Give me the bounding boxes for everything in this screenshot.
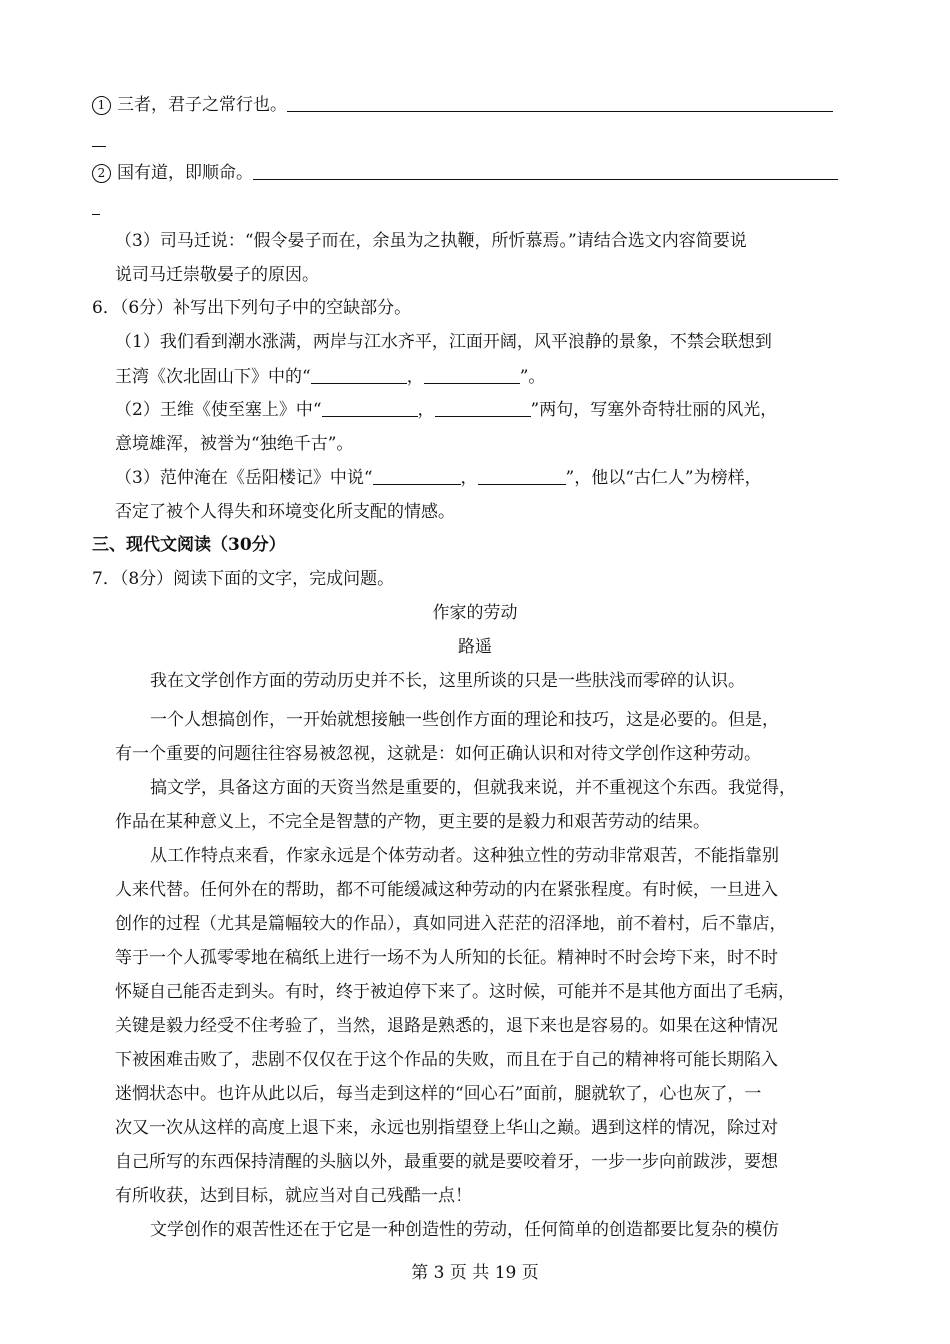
article-title: 作家的劳动 [432,603,518,623]
q5-item-1 [92,94,950,116]
answer-blank[interactable] [311,366,407,384]
answer-blank[interactable] [478,467,566,485]
article-line: 关键是毅力经受不住考验了，当然，退路是熟悉的，退下来也是容易的。如果在这种情况 [115,1016,778,1036]
article-line: 人来代替。任何外在的帮助，都不可能缓减这种劳动的内在紧张程度。有时候，一旦进入 [115,880,778,900]
q6-part2-text-b: ”两句，写塞外奇特壮丽的风光， [530,400,778,420]
answer-blank[interactable] [373,467,461,485]
page-footer: 第 3 页 共 19 页 [411,1263,539,1283]
q5-item-2 [92,162,950,184]
circled-number: 2 [92,164,111,183]
answer-blank[interactable] [424,366,520,384]
answer-blank[interactable] [253,162,838,180]
q5-item-2-text: 国有道，即顺命。 [117,163,253,183]
q6-part3-line1 [115,467,950,489]
article-line: 文学创作的艰苦性还在于它是一种创造性的劳动，任何简单的创造都要比复杂的模仿 [150,1220,779,1240]
q7-heading: 7．（8分）阅读下面的文字，完成问题。 [92,569,395,589]
q6-heading: 6．（6分）补写出下列句子中的空缺部分。 [92,298,412,318]
article-line: 创作的过程（尤其是篇幅较大的作品），真如同进入茫茫的沼泽地，前不着村，后不靠店， [115,914,787,934]
article-line: 等于一个人孤零零地在稿纸上进行一场不为人所知的长征。精神时不时会垮下来，时不时 [115,948,778,968]
article-line: 从工作特点来看，作家永远是个体劳动者。这种独立性的劳动非常艰苦，不能指靠别 [150,846,779,866]
article-line: 迷惘状态中。也许从此以后，每当走到这样的“回心石”面前，腿就软了，心也灰了，一 [115,1084,762,1104]
answer-blank-continuation [92,214,100,215]
comma: ， [417,400,435,420]
q6-part1-line1: （1）我们看到潮水涨满，两岸与江水齐平，江面开阔，风平浪静的景象，不禁会联想到 [115,332,772,352]
circled-number: 1 [92,96,111,115]
article-line: 自己所写的东西保持清醒的头脑以外，最重要的就是要咬着牙，一步一步向前跋涉，要想 [115,1152,778,1172]
q5-part3-line2: 说司马迁崇敬晏子的原因。 [115,265,319,285]
q6-part2-line2: 意境雄浑，被誉为“独绝千古”。 [115,434,354,454]
section-heading: 三、现代文阅读（30分） [92,535,286,555]
answer-blank-continuation [92,146,106,147]
q6-part1-text-a: 王湾《次北固山下》中的“ [115,367,311,387]
article-line: 搞文学，具备这方面的天资当然是重要的，但就我来说，并不重视这个东西。我觉得， [150,778,796,798]
q5-item-1-text: 三者，君子之常行也。 [117,95,287,115]
q6-part2-text-a: （2）王维《使至塞上》中“ [115,400,322,420]
article-line: 下被困难击败了，悲剧不仅仅在于这个作品的失败，而且在于自己的精神将可能长期陷入 [115,1050,778,1070]
answer-blank[interactable] [435,399,531,417]
q6-part3-text-b: ”，他以“古仁人”为榜样， [565,468,762,488]
q6-part1-text-b: ”。 [519,367,546,387]
q6-part3-line2: 否定了被个人得失和环境变化所支配的情感。 [115,502,455,522]
article-author: 路遥 [458,637,492,657]
q6-part2-line1 [115,399,950,421]
q6-part1-line2 [115,366,950,388]
comma: ， [460,468,478,488]
article-line: 有所收获，达到目标，就应当对自己残酷一点！ [115,1186,472,1206]
article-line: 怀疑自己能否走到头。有时，终于被迫停下来了。这时候，可能并不是其他方面出了毛病， [115,982,795,1002]
article-line: 有一个重要的问题往往容易被忽视，这就是：如何正确认识和对待文学创作这种劳动。 [115,744,761,764]
article-line: 作品在某种意义上，不完全是智慧的产物，更主要的是毅力和艰苦劳动的结果。 [115,812,710,832]
comma: ， [406,367,424,387]
answer-blank[interactable] [287,94,833,112]
article-line: 一个人想搞创作，一开始就想接触一些创作方面的理论和技巧，这是必要的。但是， [150,710,779,730]
q5-part3-line1: （3）司马迁说：“假令晏子而在，余虽为之执鞭，所忻慕焉。”请结合选文内容简要说 [115,231,747,251]
article-line: 次又一次从这样的高度上退下来，永远也别指望登上华山之巅。遇到这样的情况，除过对 [115,1118,778,1138]
article-line: 我在文学创作方面的劳动历史并不长，这里所谈的只是一些肤浅而零碎的认识。 [150,671,745,691]
q6-part3-text-a: （3）范仲淹在《岳阳楼记》中说“ [115,468,373,488]
answer-blank[interactable] [322,399,418,417]
